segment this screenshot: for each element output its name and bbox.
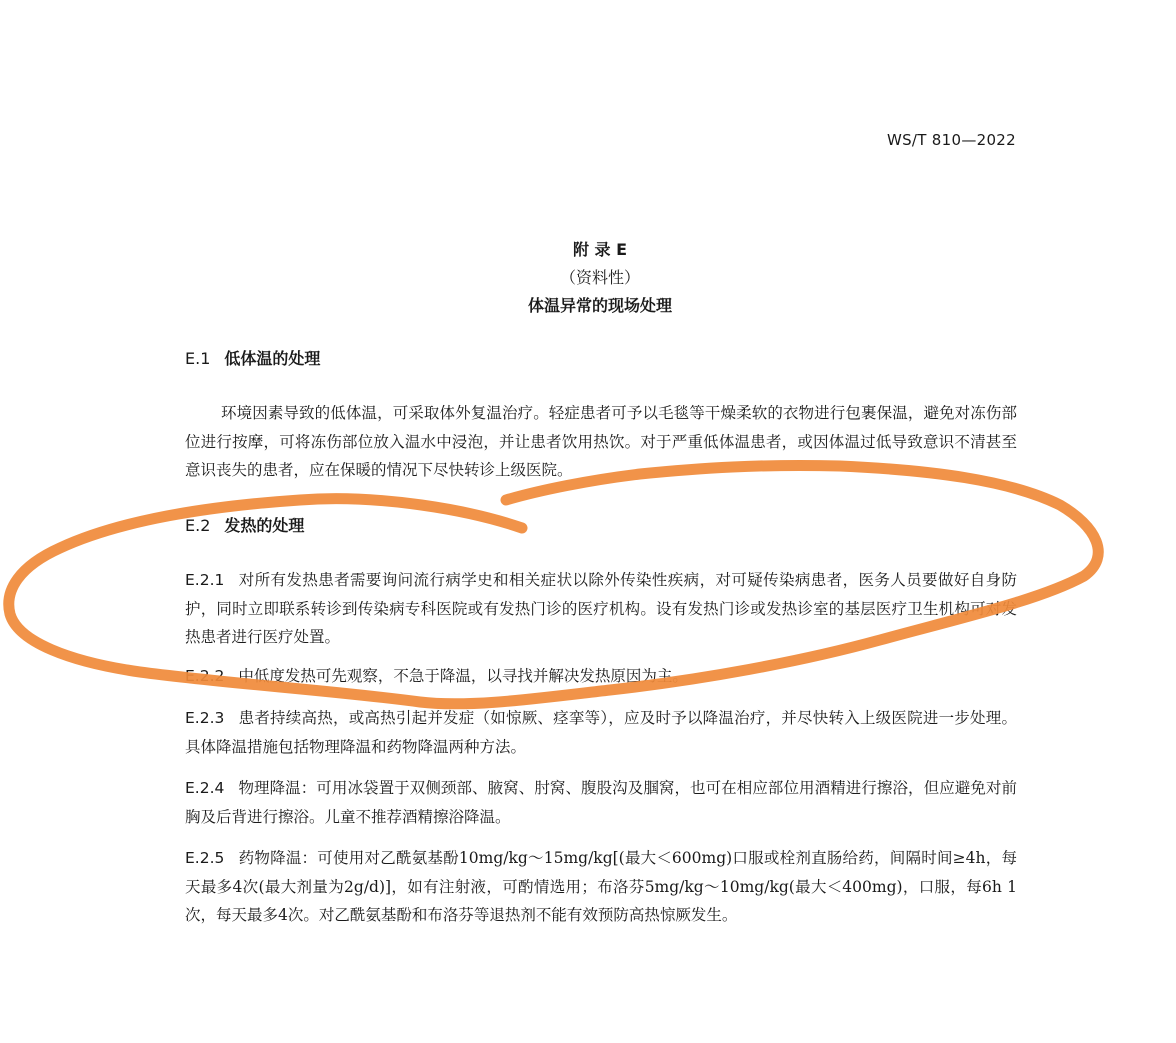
- clause-e2-5: [185, 844, 1017, 930]
- section-e1-heading: [185, 346, 320, 369]
- clause-e2-3: [185, 704, 1017, 761]
- clause-text: 药物降温：可使用对乙酰氨基酚10mg/kg～15mg/kg[(最大＜600mg)口服或栓剂直肠给药，间隔时间≥4h，每天最多4次(最大剂量为2g/d)]，如有注射液，可酌情选用；布洛芬5mg/kg～10mg/kg(最大＜400mg)，口服，每6h 1次，每天最多4次。对乙酰氨基酚和布洛芬等退热剂不能有效预防高热惊厥发生。: [185, 849, 1017, 924]
- section-number: E.1: [185, 349, 211, 368]
- clause-text: 物理降温：可用冰袋置于双侧颈部、腋窝、肘窝、腹股沟及腘窝，也可在相应部位用酒精进行擦浴，但应避免对前胸及后背进行擦浴。儿童不推荐酒精擦浴降温。: [185, 779, 1017, 826]
- clause-e2-1: [185, 566, 1017, 652]
- section-e2-heading: [185, 513, 304, 536]
- appendix-title: 附 录 E: [572, 240, 628, 259]
- clause-text: 对所有发热患者需要询问流行病学史和相关症状以除外传染性疾病，对可疑传染病患者，医务人员要做好自身防护，同时立即联系转诊到传染病专科医院或有发热门诊的医疗机构。设有发热门诊或发热诊室的基层医疗卫生机构可对发热患者进行医疗处置。: [185, 571, 1017, 646]
- document-code: WS/T 810—2022: [886, 131, 1016, 149]
- section-number: E.2: [185, 516, 211, 535]
- section-title: 低体温的处理: [224, 349, 321, 368]
- clause-number: E.2.4: [185, 779, 225, 797]
- clause-number: E.2.5: [185, 849, 225, 867]
- clause-number: E.2.1: [185, 571, 225, 589]
- clause-number: E.2.2: [185, 667, 225, 685]
- section-e1-body: [185, 399, 1017, 485]
- clause-e2-4: [185, 774, 1017, 831]
- clause-e2-2: [185, 662, 1017, 691]
- appendix-nature: （资料性）: [559, 268, 640, 287]
- paragraph: 环境因素导致的低体温，可采取体外复温治疗。轻症患者可予以毛毯等干燥柔软的衣物进行包裹保温，避免对冻伤部位进行按摩，可将冻伤部位放入温水中浸泡，并让患者饮用热饮。对于严重低体温患者，或因体温过低导致意识不清甚至意识丧失的患者，应在保暖的情况下尽快转诊上级医院。: [185, 404, 1017, 479]
- section-title: 发热的处理: [224, 516, 305, 535]
- appendix-subject: 体温异常的现场处理: [527, 296, 672, 315]
- appendix-header: [0, 236, 1176, 320]
- clause-text: 患者持续高热，或高热引起并发症（如惊厥、痉挛等），应及时予以降温治疗，并尽快转入上级医院进一步处理。具体降温措施包括物理降温和药物降温两种方法。: [185, 709, 1017, 756]
- clause-text: 中低度发热可先观察，不急于降温，以寻找并解决发热原因为主。: [238, 667, 688, 685]
- clause-number: E.2.3: [185, 709, 225, 727]
